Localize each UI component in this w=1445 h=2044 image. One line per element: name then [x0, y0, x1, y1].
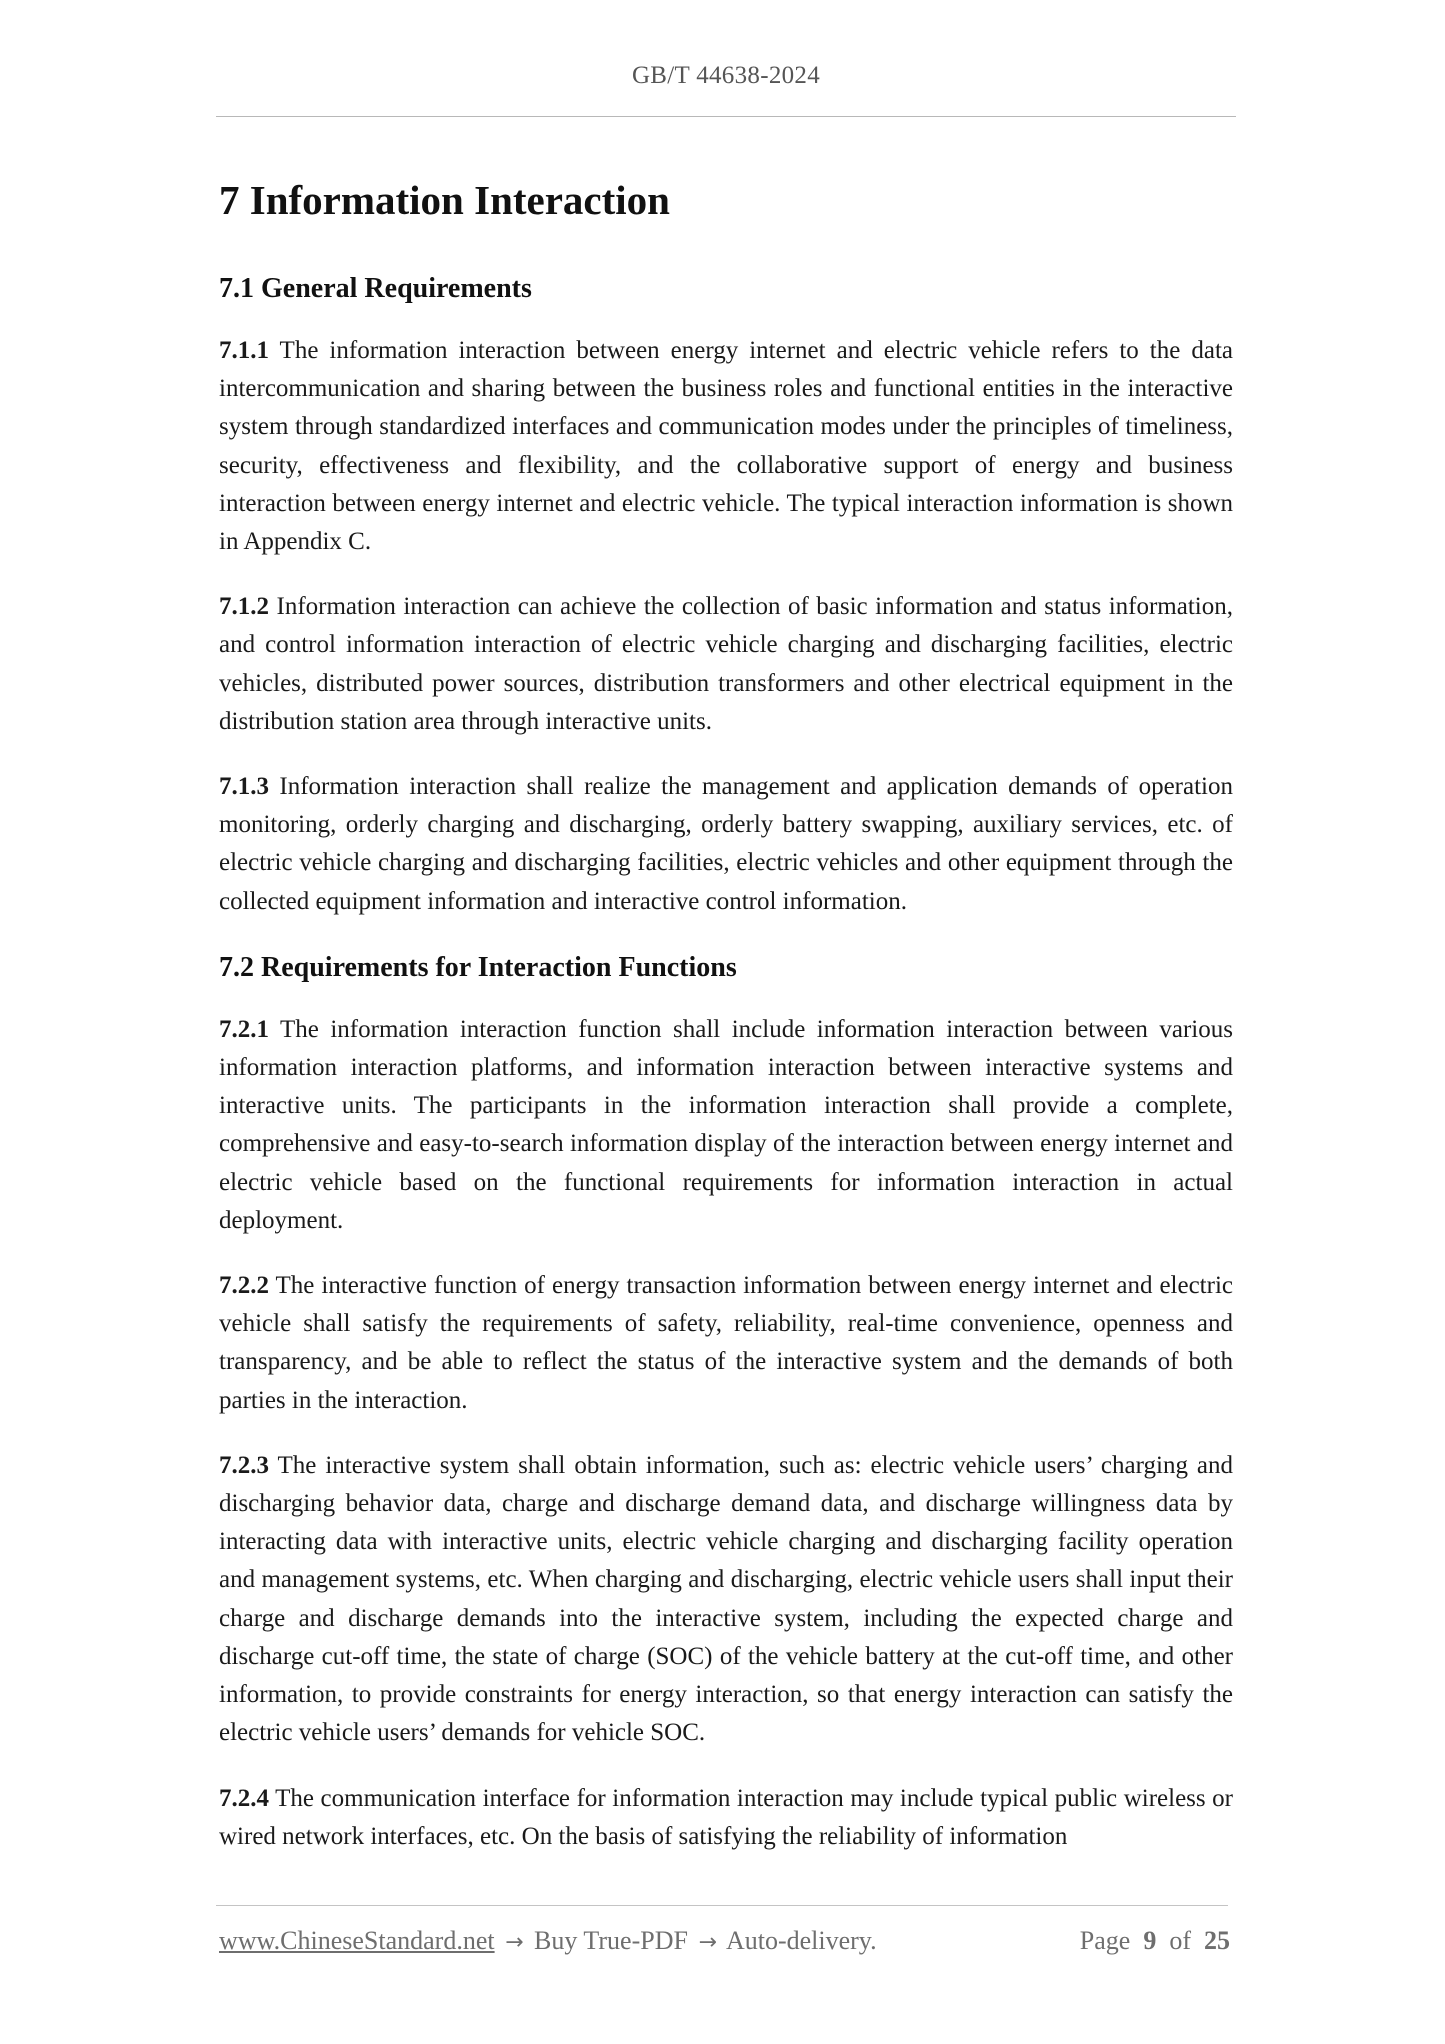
header-divider — [216, 116, 1236, 117]
page-label: Page — [1079, 1926, 1131, 1955]
clause-text: The interactive system shall obtain information, such as: electric vehicle users’ charging and discharging behavior data, charge and discharge demand data, and discharge willingness data by interacting data with interactive units, electric vehicle charging and discharging facility operation and management systems, etc. When charging and discharging, electric vehicle users shall input their charge and discharge demands into the interactive system, including the expected charge and discharge cut-off time, the state of charge (SOC) of the vehicle battery at the cut-off time, and other information, to provide constraints for energy interaction, so that energy interaction can satisfy the electric vehicle users’ demands for vehicle SOC. — [219, 1451, 1233, 1747]
clause-7-2-3 — [219, 1447, 1233, 1753]
page-of-label: of — [1169, 1926, 1191, 1955]
page-current: 9 — [1143, 1926, 1157, 1955]
clause-text: The information interaction function shall include information interaction between various information interaction platforms, and information interaction between interactive systems and interactive units. The participants in the information interaction shall provide a complete, comprehensive and easy-to-search information display of the interaction between energy internet and electric vehicle based on the functional requirements for information interaction in actual deployment. — [219, 1015, 1233, 1234]
clause-7-1-1 — [219, 332, 1233, 561]
page-total: 25 — [1204, 1926, 1230, 1955]
section-title: 7 Information Interaction — [219, 177, 670, 223]
page-content — [219, 172, 1233, 1883]
clause-7-2-2 — [219, 1267, 1233, 1420]
arrow-right-icon: → — [505, 1930, 524, 1955]
website-link[interactable]: www.ChineseStandard.net — [219, 1926, 495, 1955]
clause-number: 7.1.1 — [219, 337, 269, 364]
clause-7-1-3 — [219, 768, 1233, 921]
clause-text: The communication interface for information interaction may include typical public wireless or wired network interfaces, etc. On the basis of satisfying the reliability of information — [219, 1784, 1233, 1850]
footer-divider — [216, 1905, 1228, 1906]
clause-number: 7.1.2 — [219, 593, 269, 621]
document-header-id: GB/T 44638-2024 — [631, 62, 821, 89]
subsection-title-7-1: 7.1 General Requirements — [219, 273, 532, 304]
clause-text: The interactive function of energy transaction information between energy internet and electric vehicle shall satisfy the requirements of safety, reliability, real-time convenience, openness and transparency, and be able to reflect the status of the interactive system and the demands of both parties in the interaction. — [219, 1272, 1233, 1414]
clause-number: 7.2.3 — [219, 1451, 269, 1479]
footer-promo — [219, 1926, 877, 1956]
clause-number: 7.2.1 — [219, 1015, 269, 1043]
buy-pdf-text: Buy True-PDF — [534, 1926, 688, 1955]
clause-text: The information interaction between energy internet and electric vehicle refers to the data intercommunication and sharing between the business roles and functional entities in the interactive system through standardized interfaces and communication modes under the principles of timeliness, security, effectiveness and flexibility, and the collaborative support of energy and business interaction between energy internet and electric vehicle. The typical interaction information is shown in Appendix C. — [219, 337, 1233, 556]
page-indicator — [1080, 1926, 1230, 1956]
clause-number: 7.2.4 — [219, 1784, 269, 1812]
page-footer — [219, 1926, 1230, 1956]
clause-number: 7.1.3 — [219, 773, 269, 801]
clause-7-2-4 — [219, 1780, 1233, 1856]
delivery-text: Auto-delivery. — [725, 1926, 877, 1955]
clause-text: Information interaction shall realize the management and application demands of operation monitoring, orderly charging and discharging, orderly battery swapping, auxiliary services, etc. of electric vehicle charging and discharging facilities, electric vehicles and other equipment through the collected equipment information and interactive control information. — [219, 773, 1233, 915]
clause-number: 7.2.2 — [219, 1272, 269, 1300]
arrow-right-icon: → — [698, 1930, 717, 1955]
clause-7-1-2 — [219, 588, 1233, 741]
clause-text: Information interaction can achieve the collection of basic information and status information, and control information interaction of electric vehicle charging and discharging facilities, electric vehicles, distributed power sources, distribution transformers and other electrical equipment in the distribution station area through interactive units. — [219, 593, 1233, 735]
clause-7-2-1 — [219, 1011, 1233, 1240]
subsection-title-7-2: 7.2 Requirements for Interaction Functions — [219, 951, 737, 983]
